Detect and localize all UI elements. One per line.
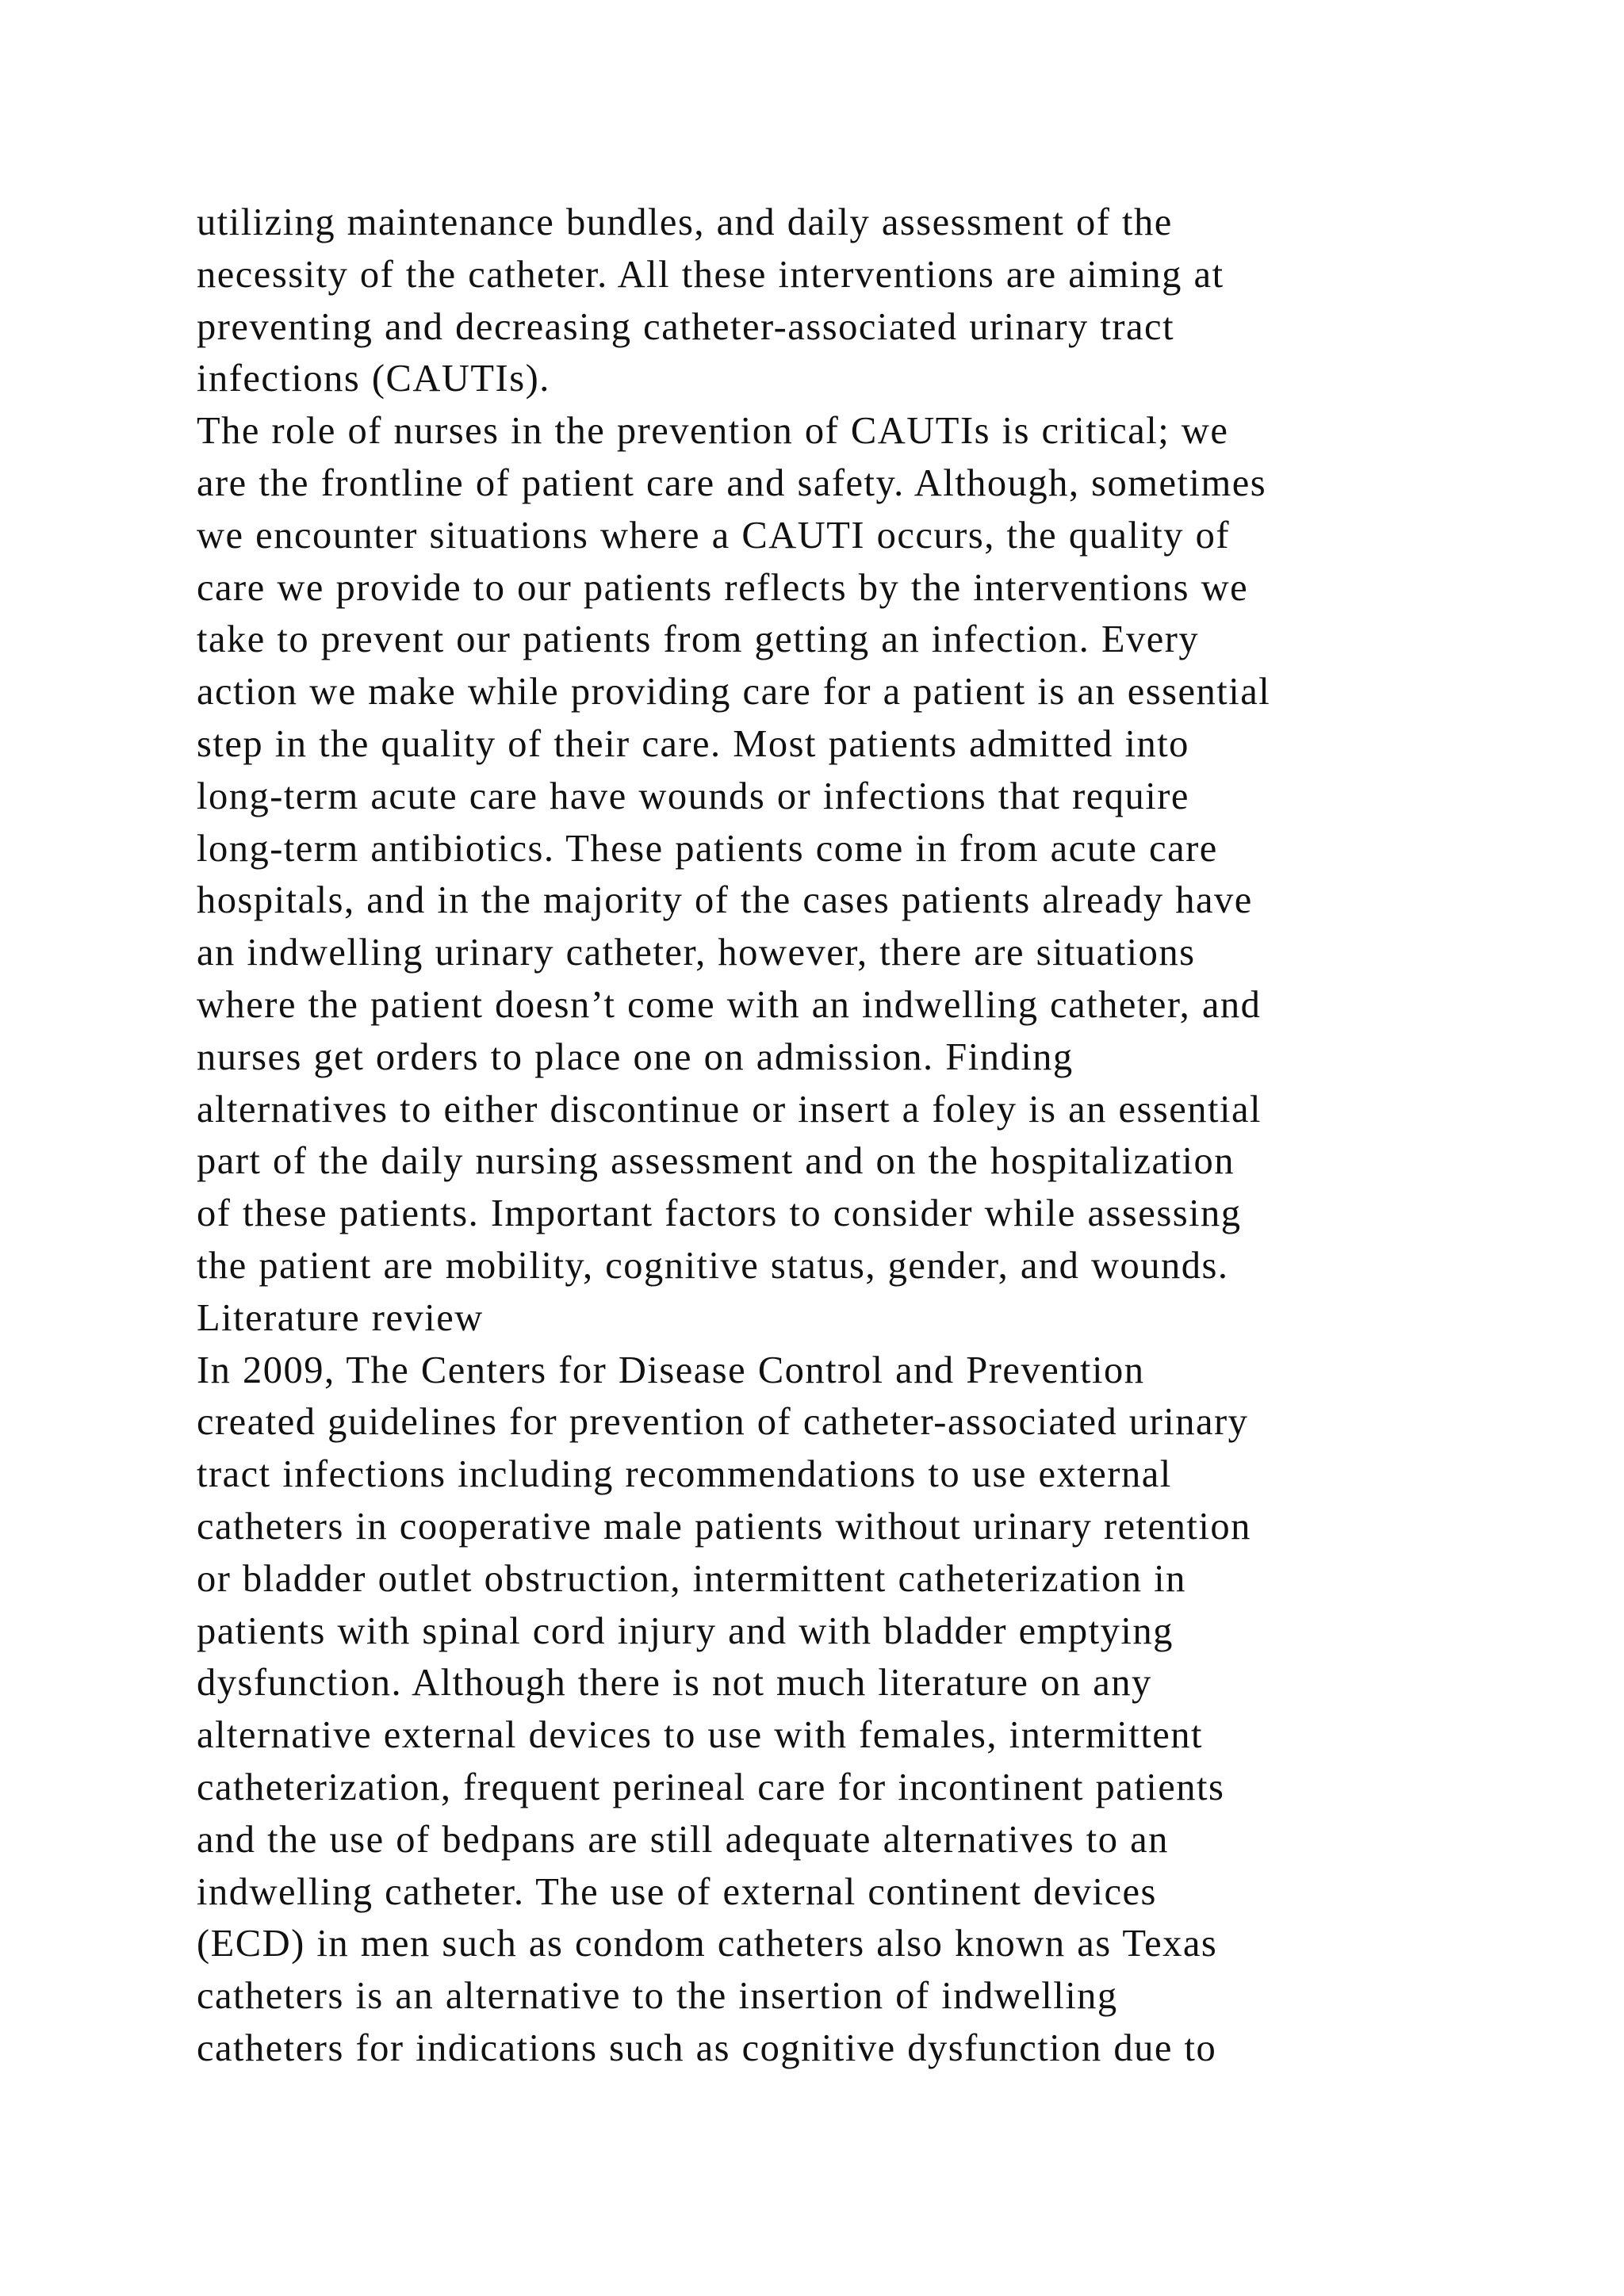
text-line: necessity of the catheter. All these interventions are aiming at <box>197 253 1224 296</box>
text-line: action we make while providing care for a patient is an essential <box>197 671 1271 714</box>
section-heading: Literature review <box>197 1296 484 1339</box>
body-text <box>197 197 1497 2075</box>
text-line: preventing and decreasing catheter-associated urinary tract <box>197 305 1175 348</box>
text-line: step in the quality of their care. Most patients admitted into <box>197 722 1189 765</box>
text-line: the patient are mobility, cognitive status, gender, and wounds. <box>197 1244 1229 1287</box>
text-line: In 2009, The Centers for Disease Control and Prevention <box>197 1349 1145 1391</box>
text-line: dysfunction. Although there is not much literature on any <box>197 1662 1152 1705</box>
text-line: take to prevent our patients from getting an infection. Every <box>197 618 1200 661</box>
text-line: we encounter situations where a CAUTI occurs, the quality of <box>197 514 1231 557</box>
text-line: care we provide to our patients reflects by the interventions we <box>197 566 1249 609</box>
text-line: tract infections including recommendations to use external <box>197 1453 1172 1496</box>
text-line: catheters in cooperative male patients without urinary retention <box>197 1505 1251 1548</box>
text-line: an indwelling urinary catheter, however, there are situations <box>197 932 1196 974</box>
text-line: part of the daily nursing assessment and on the hospitalization <box>197 1140 1235 1183</box>
text-line: or bladder outlet obstruction, intermittent catheterization in <box>197 1557 1186 1600</box>
text-line: created guidelines for prevention of catheter-associated urinary <box>197 1401 1249 1444</box>
text-line: indwelling catheter. The use of external continent devices <box>197 1870 1157 1913</box>
text-line: catheters is an alternative to the insertion of indwelling <box>197 1975 1118 2018</box>
text-line: of these patients. Important factors to consider while assessing <box>197 1192 1242 1235</box>
text-line: catheters for indications such as cognitive dysfunction due to <box>197 2026 1217 2069</box>
text-line: nurses get orders to place one on admission. Finding <box>197 1035 1074 1078</box>
text-line: are the frontline of patient care and safety. Although, sometimes <box>197 461 1267 504</box>
text-line: alternatives to either discontinue or insert a foley is an essential <box>197 1088 1262 1131</box>
text-line: catheterization, frequent perineal care for incontinent patients <box>197 1766 1225 1808</box>
text-line: alternative external devices to use with females, intermittent <box>197 1714 1203 1757</box>
text-line: The role of nurses in the prevention of CAUTIs is critical; we <box>197 410 1229 453</box>
text-line: long-term acute care have wounds or infections that require <box>197 775 1189 817</box>
text-line: (ECD) in men such as condom catheters also known as Texas <box>197 1923 1218 1965</box>
text-line: utilizing maintenance bundles, and daily assessment of the <box>197 201 1173 243</box>
text-line: and the use of bedpans are still adequate alternatives to an <box>197 1818 1169 1861</box>
text-line: infections (CAUTIs). <box>197 358 550 400</box>
text-line: long-term antibiotics. These patients come in from acute care <box>197 827 1218 870</box>
text-line: hospitals, and in the majority of the cases patients already have <box>197 879 1253 922</box>
text-line: where the patient doesn’t come with an indwelling catheter, and <box>197 983 1262 1026</box>
text-line: patients with spinal cord injury and with bladder emptying <box>197 1609 1174 1652</box>
